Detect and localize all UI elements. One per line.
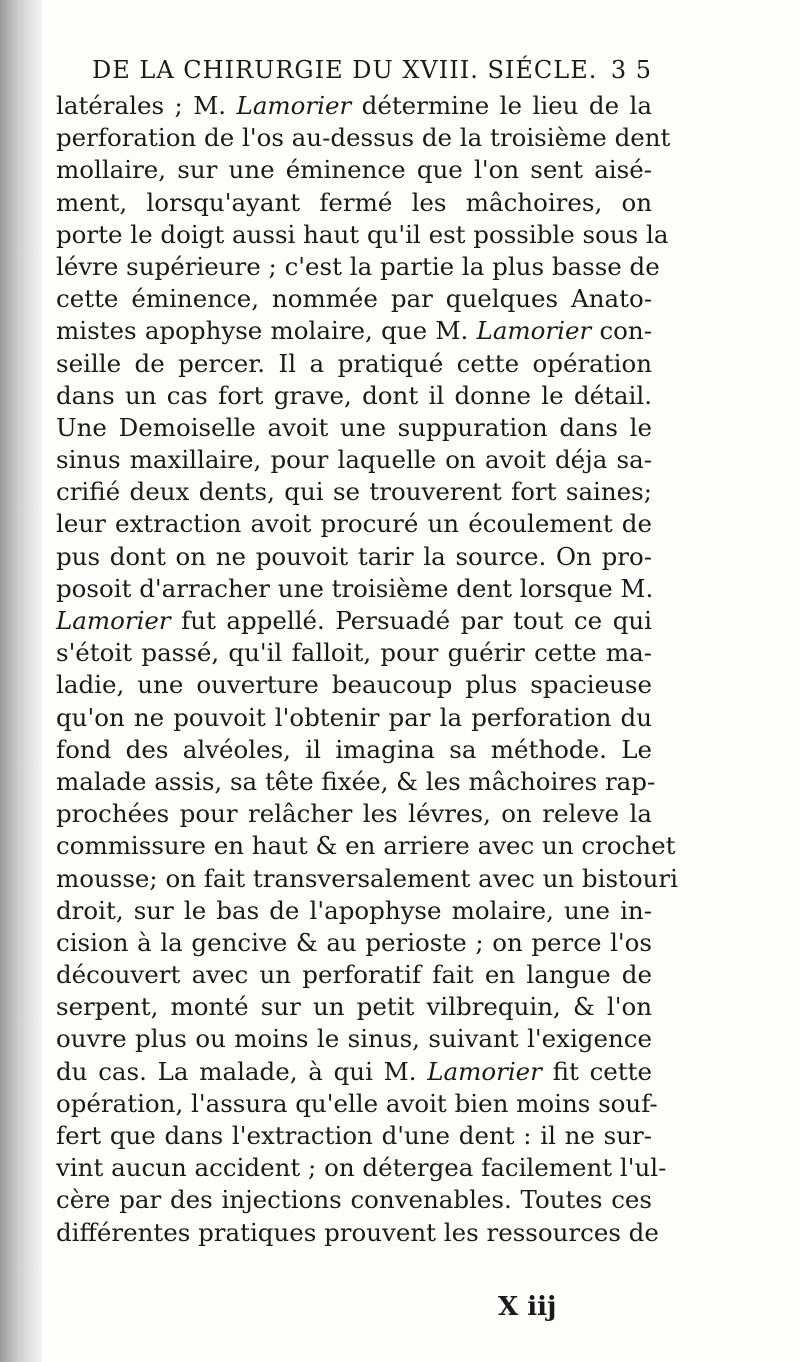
text-line: ladie, une ouverture beaucoup plus spacieuse: [56, 670, 652, 700]
text-line: seille de percer. Il a pratiqué cette opération: [56, 348, 652, 378]
text-line: leur extraction avoit procuré un écoulement de: [56, 509, 652, 539]
text-line: malade assis, sa tête fixée, & les mâchoires rap-: [56, 766, 656, 796]
text-line: cision à la gencive & au perioste ; on perce l'os: [56, 927, 652, 957]
text-line: serpent, monté sur un petit vilbrequin, & l'on: [56, 992, 652, 1022]
body-text: [56, 90, 678, 1249]
text-line: fert que dans l'extraction d'une dent : il ne sur-: [56, 1121, 652, 1150]
text-line: posoit d'arracher une troisième dent lorsque M.: [56, 573, 654, 603]
text-line: du cas. La malade, à qui M. Lamorier fit cette: [56, 1056, 652, 1086]
text-line: dans un cas fort grave, dont il donne le détail.: [56, 380, 652, 410]
text-line: mousse; on fait transversalement avec un bistouri: [56, 863, 678, 893]
text-line: cette éminence, nommée par quelques Anato-: [56, 284, 652, 314]
text-line: découvert avec un perforatif fait en langue de: [56, 960, 652, 990]
text-line: lévre supérieure ; c'est la partie la plus basse de: [56, 251, 660, 281]
text-line: fond des alvéoles, il imagina sa méthode. Le: [56, 734, 652, 764]
text-line: Une Demoiselle avoit une suppuration dans le: [56, 412, 652, 442]
running-title: DE LA CHIRURGIE DU XVIII. SIÉCLE.: [92, 56, 598, 84]
text-line: vint aucun accident ; on détergea facilement l'ul-: [56, 1153, 667, 1183]
text-line: commissure en haut & en arriere avec un crochet: [56, 831, 676, 861]
text-line: crifié deux dents, qui se trouverent fort saines;: [56, 477, 652, 507]
text-line: porte le doigt aussi haut qu'il est possible sous la: [56, 219, 669, 249]
text-line: latérales ; M. Lamorier détermine le lieu de la: [56, 91, 652, 120]
page-number: 3 5: [610, 56, 652, 84]
text-line: ouvre plus ou moins le sinus, suivant l'exigence: [56, 1024, 652, 1054]
text-line: perforation de l'os au-dessus de la troisième dent: [56, 123, 671, 153]
text-line: ment, lorsqu'ayant fermé les mâchoires, on: [56, 187, 652, 217]
text-line: mollaire, sur une éminence que l'on sent aisé-: [56, 155, 652, 185]
text-line: mistes apophyse molaire, que M. Lamorier con-: [56, 316, 652, 346]
text-line: cère par des injections convenables. Toutes ces: [56, 1185, 652, 1215]
text-line: droit, sur le bas de l'apophyse molaire, une in-: [56, 895, 652, 925]
signature-mark: X iij: [498, 1292, 557, 1322]
running-header: [92, 56, 652, 92]
text-line: prochées pour relâcher les lévres, on releve la: [56, 799, 652, 829]
text-line: s'étoit passé, qu'il falloit, pour guérir cette ma-: [56, 638, 652, 668]
text-line: opération, l'assura qu'elle avoit bien moins souf-: [56, 1088, 658, 1118]
text-line: qu'on ne pouvoit l'obtenir par la perforation du: [56, 702, 652, 732]
gutter-shadow: [0, 0, 42, 1362]
text-line: Lamorier fut appellé. Persuadé par tout ce qui: [56, 606, 652, 635]
text-line: différentes pratiques prouvent les ressources de: [56, 1217, 659, 1247]
text-line: pus dont on ne pouvoit tarir la source. On pro-: [56, 541, 652, 571]
text-line: sinus maxillaire, pour laquelle on avoit déja sa-: [56, 445, 652, 475]
